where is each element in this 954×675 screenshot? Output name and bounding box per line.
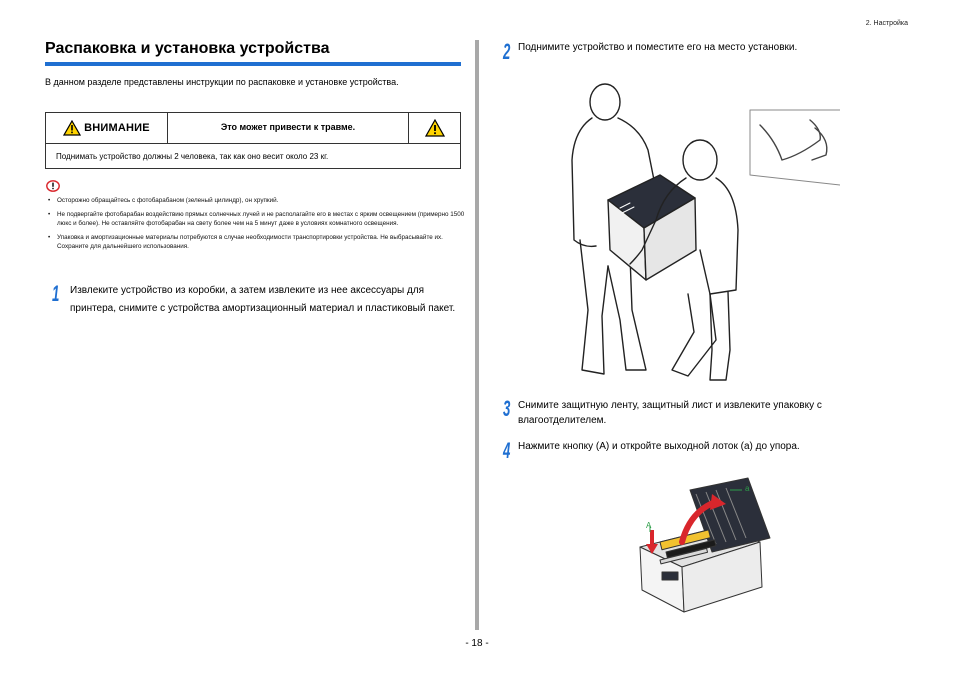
step-number-2: 2 bbox=[503, 39, 511, 64]
warning-heading: Это может привести к травме. bbox=[168, 113, 409, 143]
warning-triangle-icon bbox=[63, 120, 81, 136]
open-tray-illustration bbox=[630, 472, 790, 620]
chapter-header: 2. Настройка bbox=[865, 20, 908, 27]
step-text-4: Нажмите кнопку (A) и откройте выходной лоток (a) до упора. bbox=[518, 441, 800, 452]
page-number: - 18 - bbox=[465, 638, 489, 649]
step-number-1: 1 bbox=[52, 281, 60, 306]
step-text-3: Снимите защитную ленту, защитный лист и извлеките упаковку с влагоотделителем. bbox=[518, 400, 822, 426]
button-callout-label: A bbox=[646, 521, 652, 530]
warning-box bbox=[45, 112, 461, 169]
tray-callout-label: a bbox=[745, 484, 750, 493]
caution-notes bbox=[45, 196, 465, 256]
lifting-printer-illustration bbox=[560, 80, 840, 385]
step-number-4: 4 bbox=[503, 438, 511, 463]
warning-icon-cell bbox=[409, 113, 460, 143]
caution-note-item: • Осторожно обращайтесь с фотобарабаном (зеленый цилиндр), он хрупкий. bbox=[45, 196, 465, 205]
caution-circle-icon bbox=[46, 180, 60, 192]
page-title: Распаковка и установка устройства bbox=[45, 40, 330, 57]
caution-note-item: • Не подвергайте фотобарабан воздействию прямых солнечных лучей и не располагайте его в местах с ярким освещением (примерно 1500 люкс и более). Не оставляйте фотобарабан на свету более чем на 5 минут даже в условиях комнатного освещения. bbox=[45, 210, 465, 228]
warning-label: ВНИМАНИЕ bbox=[84, 122, 150, 134]
warning-body: Поднимать устройство должны 2 человека, так как оно весит около 23 кг. bbox=[56, 152, 329, 161]
column-divider bbox=[475, 40, 479, 630]
warning-triangle-icon bbox=[425, 119, 445, 137]
step-text-2: Поднимите устройство и поместите его на место установки. bbox=[518, 42, 798, 53]
caution-note-item: • Упаковка и амортизационные материалы потребуются в случае необходимости транспортировки устройства. Не выбрасывайте их. Сохраните для дальнейшего использования. bbox=[45, 233, 465, 251]
step-number-3: 3 bbox=[503, 396, 511, 421]
title-underline bbox=[45, 62, 461, 66]
warning-label-cell bbox=[46, 113, 168, 143]
step-text-1: Извлеките устройство из коробки, а затем извлеките из нее аксессуары для принтера, снимите с устройства амортизационный материал и пластиковый пакет. bbox=[70, 285, 456, 314]
intro-text: В данном разделе представлены инструкции по распаковке и установке устройства. bbox=[45, 77, 399, 87]
